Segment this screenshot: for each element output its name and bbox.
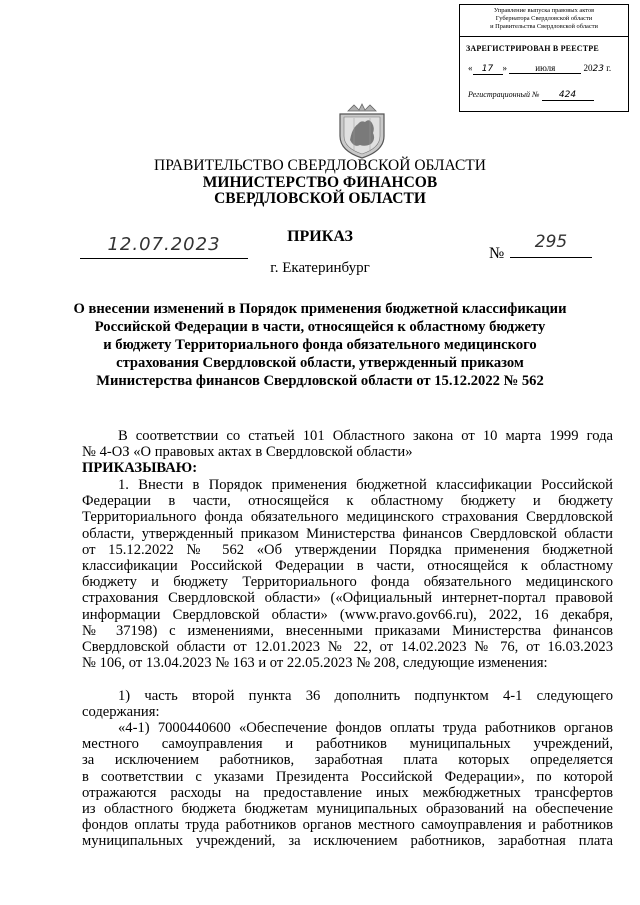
order-number-handwritten: 295 xyxy=(510,232,592,258)
text-line: № 4-ОЗ «О правовых актах в Свердловской области» xyxy=(82,444,413,461)
registration-stamp xyxy=(459,4,629,112)
ministry-title: МИНИСТЕРСТВО ФИНАНСОВ xyxy=(202,174,438,191)
text-line: Федерации в части, относящейся к областному бюджету и бюджету xyxy=(82,493,613,510)
text-line: за исключением работников, заработная плата которых определяется xyxy=(82,752,613,769)
text-line: 1. Внести в Порядок применения бюджетной классификации Российской xyxy=(118,477,613,493)
registration-number-label: Регистрационный № xyxy=(468,90,540,99)
registration-authority-line: Управление выпуска правовых актов xyxy=(493,7,595,14)
document-type: ПРИКАЗ xyxy=(287,228,353,245)
registration-date-quote: » xyxy=(502,63,507,73)
subject-line: и бюджету Территориального фонда обязательного медицинского xyxy=(103,337,537,353)
text-line: бюджету и бюджету Территориального фонда обязательного медицинского xyxy=(82,574,613,591)
text-line: из областного бюджета бюджетам муниципальных образований на обеспечение xyxy=(82,801,613,818)
text-line: области, утвержденный приказом Министерства финансов Свердловской области xyxy=(82,525,613,542)
registration-date xyxy=(468,63,611,75)
order-number-label: № xyxy=(489,245,505,262)
subclause-text-paragraph xyxy=(82,720,613,850)
text-line: муниципальных учреждений, за исключением работников, заработная плата xyxy=(82,833,613,850)
text-line: Территориального фонда обязательного медицинского страхования Свердловской xyxy=(82,509,613,526)
subject-line: Министерства финансов Свердловской области от 15.12.2022 № 562 xyxy=(96,373,544,389)
text-line: 1) часть второй пункта 36 дополнить подпунктом 4-1 следующего xyxy=(118,688,613,704)
registration-day: 17 xyxy=(473,64,503,75)
subject-line: О внесении изменений в Порядок применения бюджетной классификации xyxy=(73,301,567,317)
text-line: № 106, от 13.04.2023 № 163 и от 22.05.2023 № 208, следующие изменения: xyxy=(82,655,548,672)
registration-authority-line: Губернатора Свердловской области xyxy=(495,15,593,22)
text-line: в соответствии с указами Президента Российской Федерации», по которой xyxy=(82,768,613,785)
government-title: ПРАВИТЕЛЬСТВО СВЕРДЛОВСКОЙ ОБЛАСТИ xyxy=(154,157,486,174)
text-line: местного самоуправления и работников муниципальных учреждений, xyxy=(82,736,613,753)
registration-number-value: 424 xyxy=(542,90,594,101)
clause-1-paragraph xyxy=(82,477,613,671)
subclause-1-paragraph xyxy=(82,688,613,720)
order-subject xyxy=(60,300,580,390)
subject-line: страхования Свердловской области, утвержденный приказом xyxy=(116,355,524,371)
text-line: информации Свердловской области» (www.pravo.gov66.ru), 2022, 16 декабря, xyxy=(82,606,613,623)
order-directive: ПРИКАЗЫВАЮ: xyxy=(82,460,198,476)
text-line: «4-1) 7000440600 «Обеспечение фондов оплаты труда работников органов xyxy=(118,720,613,736)
text-line: В соответствии со статьей 101 Областного закона от 10 марта 1999 года xyxy=(118,428,613,444)
registration-year-unit: г. xyxy=(606,63,612,73)
registration-number xyxy=(468,90,594,101)
text-line: от 15.12.2022 № 562 «Об утверждении Порядка применения бюджетной xyxy=(82,541,613,558)
registration-divider xyxy=(460,36,628,37)
text-line: отражаются расходы на предоставление иных межбюджетных трансфертов xyxy=(82,784,613,801)
registration-title: ЗАРЕГИСТРИРОВАН В РЕЕСТРЕ xyxy=(466,44,599,53)
registration-authority xyxy=(460,5,628,31)
coat-of-arms-icon xyxy=(334,102,390,160)
city: г. Екатеринбург xyxy=(270,260,370,276)
registration-authority-line: и Правительства Свердловской области xyxy=(490,23,598,30)
registration-month: июля xyxy=(509,63,581,74)
text-line: классификации Российской Федерации в части, относящейся к областному xyxy=(82,558,613,575)
text-line: содержания: xyxy=(82,704,160,721)
registration-year-suffix: 23 xyxy=(592,64,604,74)
text-line: фондов оплаты труда работников органов местного самоуправления и работников xyxy=(82,817,613,834)
registration-date-quote: « xyxy=(468,63,473,73)
ministry-region: СВЕРДЛОВСКОЙ ОБЛАСТИ xyxy=(214,190,426,207)
text-line: страхования Свердловской области» («Официальный интернет-портал правовой xyxy=(82,590,613,607)
preamble-paragraph xyxy=(82,428,613,460)
text-line: № 37198) с изменениями, внесенными приказами Министерства финансов xyxy=(82,622,613,639)
registration-year-prefix: 20 xyxy=(583,63,593,73)
subject-line: Российской Федерации в части, относящейся к областному бюджету xyxy=(94,319,546,335)
order-date-handwritten: 12.07.2023 xyxy=(80,234,248,259)
text-line: Свердловской области от 12.01.2023 № 22, от 14.02.2023 № 76, от 16.03.2023 xyxy=(82,639,613,656)
